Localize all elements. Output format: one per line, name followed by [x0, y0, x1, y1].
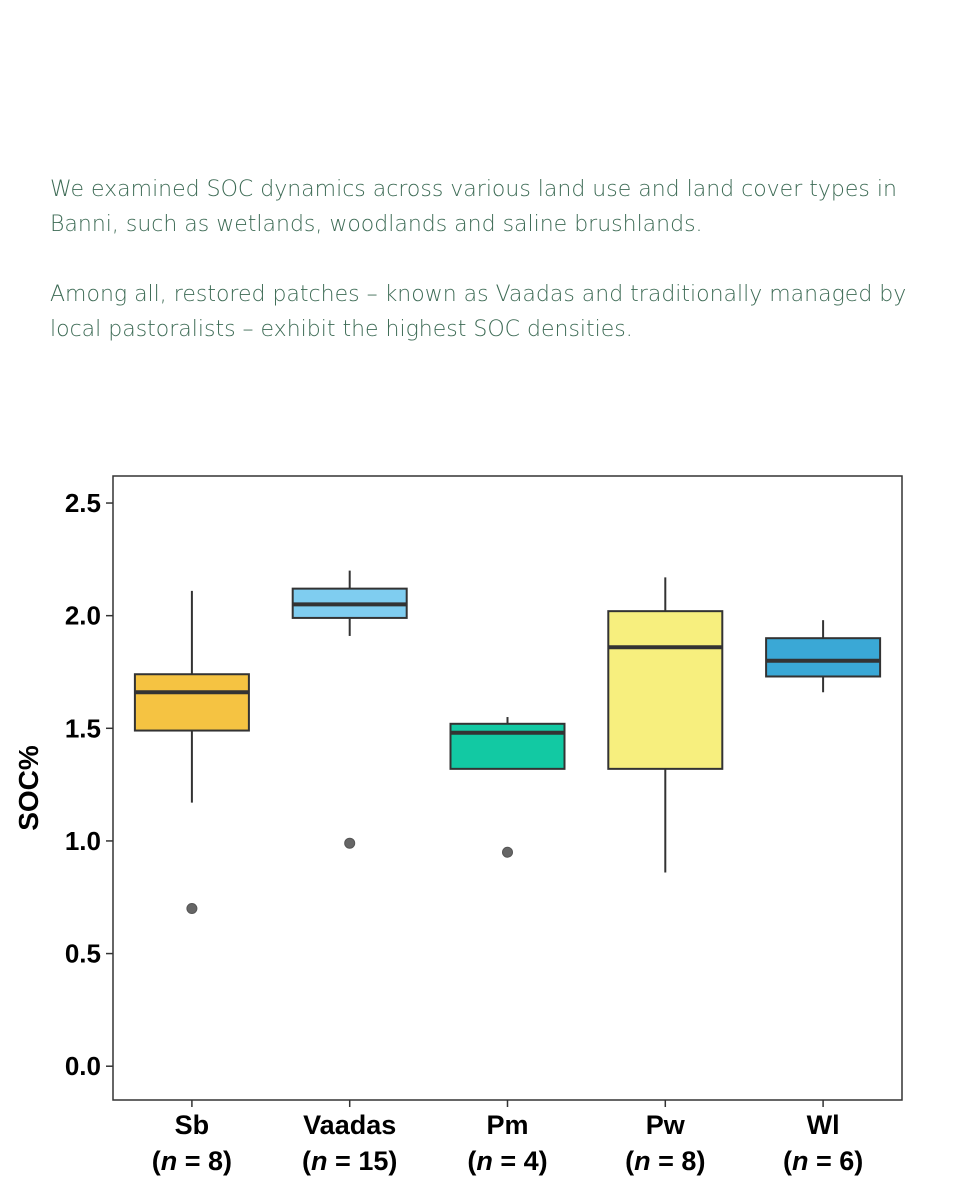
box-body — [608, 611, 722, 769]
y-tick-label: 1.5 — [64, 713, 101, 744]
x-tick-sample-size: (n = 6) — [782, 1146, 864, 1176]
x-tick-label: Sb — [174, 1110, 210, 1140]
intro-paragraph-2: Among all, restored patches – known as Vaadas and traditionally managed by local pastoralists – exhibit the highest SOC densities. — [50, 282, 907, 342]
outlier-point — [187, 904, 197, 914]
x-axis — [152, 1100, 863, 1176]
x-tick-sample-size: (n = 4) — [467, 1146, 548, 1176]
box-body — [766, 638, 880, 676]
x-tick-label: Pw — [645, 1110, 685, 1140]
box-body — [451, 724, 565, 769]
x-tick-sample-size: (n = 15) — [302, 1146, 398, 1176]
y-axis — [65, 488, 113, 1081]
intro-paragraph-1: We examined SOC dynamics across various land use and land cover types in Banni, such as wetlands, woodlands and saline brushlands. — [50, 177, 897, 237]
plot-panel — [113, 476, 902, 1100]
y-axis-label: SOC% — [13, 745, 44, 831]
x-tick-label: Vaadas — [303, 1110, 397, 1140]
y-tick-label: 2.0 — [64, 600, 101, 631]
x-tick-sample-size: (n = 8) — [625, 1146, 706, 1176]
outlier-point — [503, 847, 513, 857]
outlier-point — [345, 838, 355, 848]
box-body — [135, 674, 249, 730]
y-tick-label: 2.5 — [64, 488, 101, 519]
x-tick-label: Wl — [806, 1110, 840, 1140]
x-tick-label: Pm — [486, 1110, 529, 1140]
y-tick-label: 0.5 — [64, 938, 101, 969]
x-tick-sample-size: (n = 8) — [151, 1146, 233, 1176]
y-tick-label: 1.0 — [64, 825, 101, 856]
y-tick-label: 0.0 — [64, 1051, 101, 1082]
